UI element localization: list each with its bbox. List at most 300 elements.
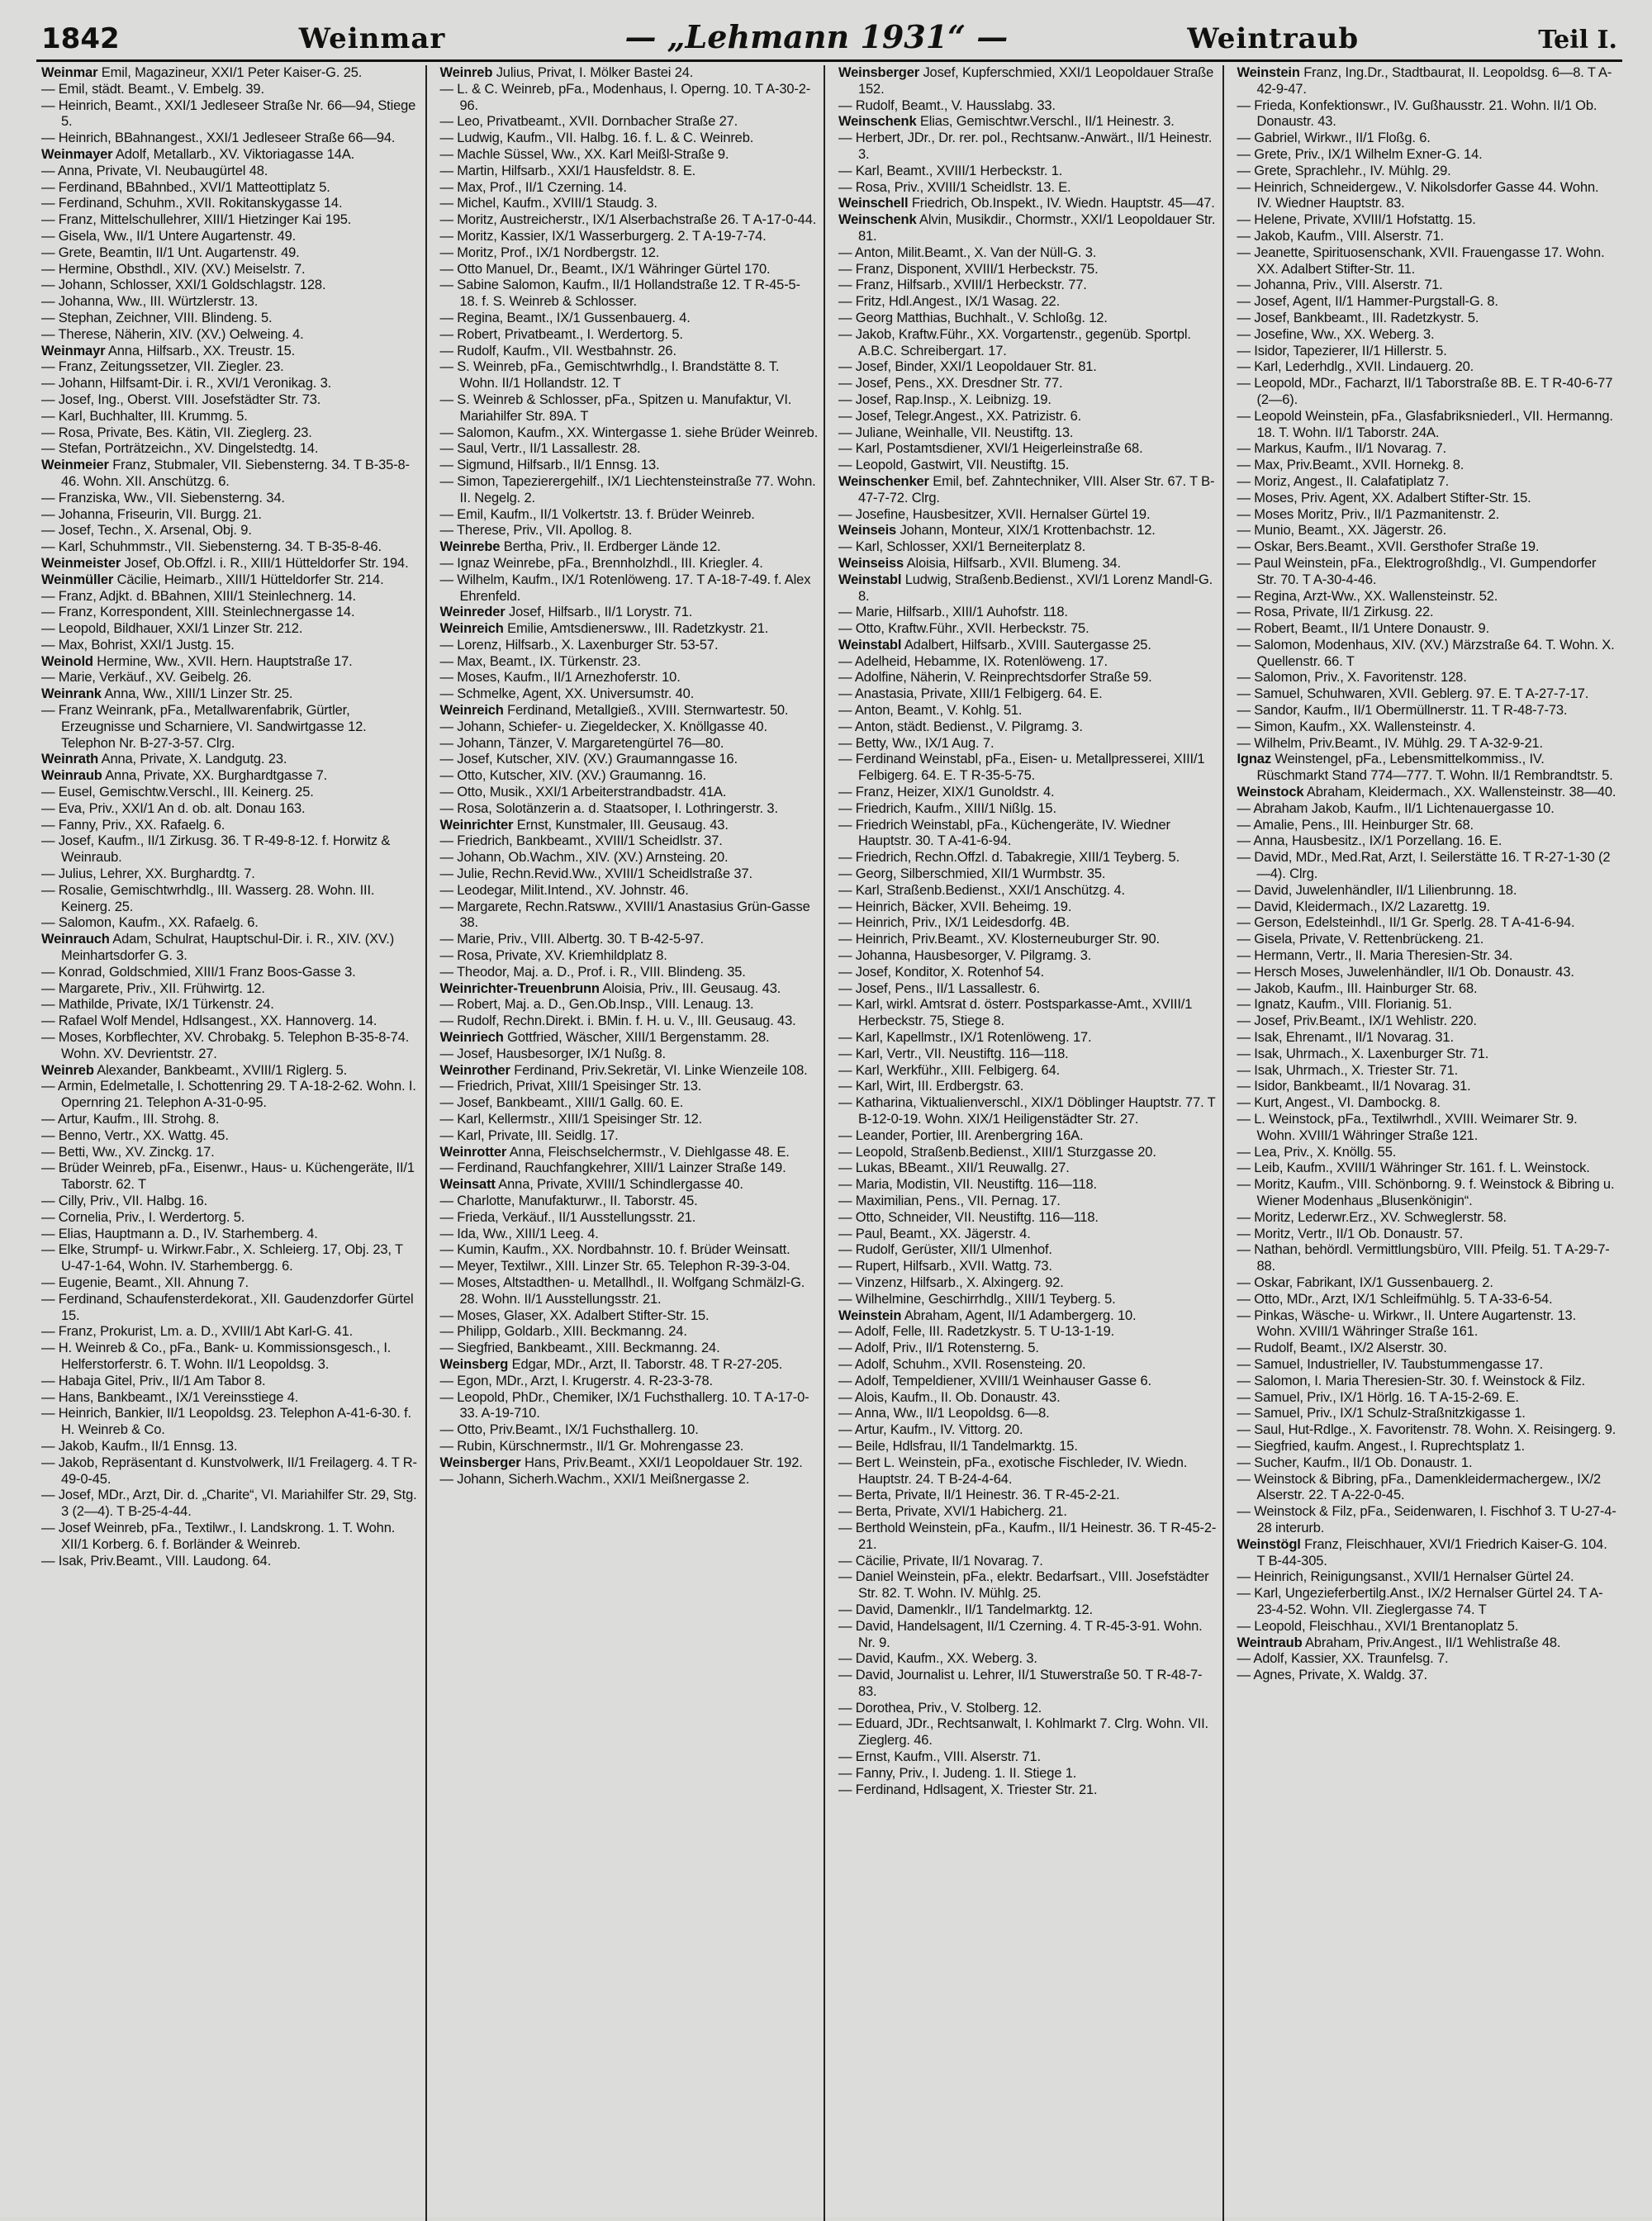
directory-entry (838, 114, 1218, 131)
entry-text: — Isidor, Tapezierer, II/1 Hillerstr. 5. (1237, 343, 1447, 358)
entry-text: — L. Weinstock, pFa., Textilwrhdl., XVIII. Weimarer Str. 9. Wohn. XVIII/1 Währinger Straße 121. (1237, 1112, 1578, 1143)
entry-text: — Samuel, Schuhwaren, XVII. Geblerg. 97. E. T A-27-7-17. (1237, 686, 1589, 702)
entry-text: — Leopold Weinstein, pFa., Glasfabriksniederl., VII. Hermanng. 18. T. Wohn. II/1 Taborstr. 24A. (1237, 408, 1613, 440)
directory-entry (440, 311, 819, 327)
directory-entry (41, 883, 420, 916)
directory-entry (440, 1063, 819, 1080)
directory-entry (41, 1013, 420, 1030)
directory-entry (838, 180, 1218, 197)
entry-text: — Ferdinand, Rauchfangkehrer, XIII/1 Lainzer Straße 149. (439, 1160, 786, 1176)
entry-text: — Karl, Buchhalter, III. Krummg. 5. (41, 408, 248, 424)
entry-text: — Saul, Vertr., II/1 Lassallestr. 28. (439, 441, 641, 457)
directory-entry (1237, 1177, 1618, 1210)
entry-text: — Hans, Bankbeamt., IX/1 Vereinsstiege 4. (41, 1389, 299, 1405)
entry-text: — Josef, Ing., Oberst. VIII. Josefstädter Str. 73. (41, 392, 321, 407)
entry-surname: Weinraub (41, 768, 102, 784)
directory-entry (41, 441, 420, 458)
entry-text: — Moritz, Vertr., II/1 Ob. Donaustr. 57. (1237, 1226, 1464, 1241)
entry-text: — Karl, Werkführ., XIII. Felbigerg. 64. (838, 1062, 1061, 1078)
entry-text: Friedrich, Ob.Inspekt., IV. Wiedn. Hauptstr. 45—47. (911, 196, 1215, 211)
entry-surname: Weinrauch (41, 932, 110, 947)
directory-entry (838, 621, 1218, 638)
entry-text: — Rudolf, Beamt., IX/2 Alserstr. 30. (1237, 1341, 1447, 1356)
directory-entry (440, 850, 819, 866)
directory-entry (838, 441, 1218, 458)
entry-text: — Karl, Vertr., VII. Neustiftg. 116—118. (838, 1046, 1069, 1061)
entry-text: — Michel, Kaufm., XVIII/1 Staudg. 3. (439, 196, 657, 211)
column-4 (1232, 65, 1623, 2221)
entry-text: — Josef, Rap.Insp., X. Leibnizg. 19. (838, 392, 1051, 407)
entry-text: — Fanny, Priv., XX. Rafaelg. 6. (41, 817, 225, 833)
entry-text: — Bert L. Weinstein, pFa., exotische Fischleder, IV. Wiedn. Hauptstr. 24. T B-24-4-64. (838, 1455, 1188, 1487)
entry-text: — Josefine, Ww., XX. Weberg. 3. (1237, 326, 1435, 342)
entry-text: — Sandor, Kaufm., II/1 Obermüllnerstr. 11. T R-48-7-73. (1237, 703, 1568, 719)
directory-entry (440, 1390, 819, 1423)
entry-text: — Anna, Ww., II/1 Leopoldsg. 6—8. (838, 1406, 1050, 1421)
entry-text: — Eduard, JDr., Rechtsanwalt, I. Kohlmarkt 7. Clrg. Wohn. VII. Zieglerg. 46. (838, 1716, 1208, 1749)
directory-entry (1237, 1455, 1618, 1472)
directory-entry (838, 736, 1218, 752)
entry-text: — Moriz, Angest., II. Calafatiplatz 7. (1237, 473, 1450, 489)
directory-entry (838, 1504, 1218, 1521)
part-label: Teil I. (1538, 26, 1617, 55)
entry-text: — Johanna, Friseurin, VII. Burgg. 21. (41, 506, 262, 522)
entry-text: — Otto Manuel, Dr., Beamt., IX/1 Währinger Gürtel 170. (439, 261, 771, 277)
directory-entry (838, 556, 1218, 572)
entry-text: Gottfried, Wäscher, XIII/1 Bergenstamm. 28. (507, 1030, 770, 1046)
entry-text: — Johann, Ob.Wachm., XIV. (XV.) Arnsteing. 20. (439, 850, 729, 866)
directory-entry (440, 458, 819, 474)
entry-text: Aloisia, Priv., III. Geusaug. 43. (602, 980, 781, 996)
entry-text: — Karl, Wirt, III. Erdbergstr. 63. (838, 1079, 1024, 1094)
directory-entry (838, 1095, 1218, 1128)
directory-title: — „Lehmann 1931“ — (624, 18, 1009, 55)
directory-entry (41, 638, 420, 654)
entry-surname: Weinseis (838, 523, 897, 539)
directory-entry (838, 1716, 1218, 1749)
directory-entry (440, 1030, 819, 1046)
directory-entry (41, 1210, 420, 1227)
directory-entry (838, 1488, 1218, 1504)
directory-entry (41, 1455, 420, 1488)
directory-entry (440, 1194, 819, 1210)
directory-entry (838, 294, 1218, 311)
entry-text: Anna, Hilfsarb., XX. Treustr. 15. (107, 343, 296, 358)
directory-entry (1237, 1357, 1618, 1374)
entry-text: — Isidor, Bankbeamt., II/1 Novarag. 31. (1237, 1079, 1471, 1094)
entry-text: Abraham, Priv.Angest., II/1 Wehlistraße 48. (1305, 1635, 1561, 1650)
entry-text: — Otto, Schneider, VII. Neustiftg. 116—118. (838, 1209, 1099, 1225)
entry-text: — Konrad, Goldschmied, XIII/1 Franz Boos-Gasse 3. (41, 964, 356, 980)
entry-text: Aloisia, Hilfsarb., XVII. Blumeng. 34. (906, 555, 1121, 571)
entry-text: — Adolf, Kassier, XX. Traunfelsg. 7. (1237, 1651, 1449, 1667)
directory-entry (1237, 638, 1618, 671)
directory-entry (1237, 1537, 1618, 1570)
entry-text: — Cornelia, Priv., I. Werdertorg. 5. (41, 1209, 245, 1225)
entry-text: — Marie, Verkäuf., XV. Geibelg. 26. (41, 670, 252, 686)
directory-entry (41, 262, 420, 278)
entry-text: — Karl, Private, III. Seidlg. 17. (439, 1127, 619, 1143)
directory-entry (1237, 556, 1618, 589)
entry-text: — Agnes, Private, X. Waldg. 37. (1237, 1668, 1427, 1683)
entry-text: — Leib, Kaufm., XVIII/1 Währinger Str. 161. f. L. Weinstock. (1237, 1160, 1590, 1176)
directory-entry (41, 1194, 420, 1210)
directory-entry (440, 997, 819, 1013)
entry-text: — Betty, Ww., IX/1 Aug. 7. (838, 735, 995, 751)
entry-text: — Gisela, Private, V. Rettenbrückeng. 21. (1237, 932, 1484, 947)
directory-entry (838, 654, 1218, 671)
entry-text: Josef, Kupferschmied, XXI/1 Leopoldauer Straße 152. (858, 65, 1214, 97)
directory-entry (1237, 164, 1618, 180)
entry-text: — Rudolf, Kaufm., VII. Westbahnstr. 26. (439, 343, 676, 358)
entry-text: — Stephan, Zeichner, VIII. Blindeng. 5. (41, 310, 273, 325)
entry-text: — Heinrich, Bankier, II/1 Leopoldsg. 23. Telephon A-41-6-30. f. H. Weinreb & Co. (41, 1406, 411, 1438)
directory-entry (41, 1145, 420, 1161)
entry-text: — Dorothea, Priv., V. Stolberg. 12. (838, 1700, 1042, 1716)
entry-surname: Weinsberg (439, 1356, 509, 1372)
entry-text: — Franz, Adjkt. d. BBahnen, XIII/1 Steinlechnerg. 14. (41, 588, 356, 604)
entry-text: — Armin, Edelmetalle, I. Schottenring 29. T A-18-2-62. Wohn. I. Opernring 21. Telephon A-31-0-95. (41, 1079, 416, 1111)
entry-text: — Anton, Milit.Beamt., X. Van der Nüll-G. 3. (838, 244, 1097, 260)
entry-text: — Leopold, PhDr., Chemiker, IX/1 Fuchsthallerg. 10. T A-17-0-33. A-19-710. (439, 1389, 809, 1421)
directory-entry (1237, 589, 1618, 605)
directory-entry (440, 785, 819, 801)
entry-text: — Moses, Kaufm., II/1 Arnezhoferstr. 10. (439, 670, 681, 686)
entry-text: — Therese, Näherin, XIV. (XV.) Oelweing. 4. (41, 326, 304, 342)
entry-text: — H. Weinreb & Co., pFa., Bank- u. Kommissionsgesch., I. Helferstorferstr. 6. T. Wohn. II/1 Leopoldsg. 3. (41, 1341, 392, 1372)
entry-surname: Weinstabl (838, 572, 902, 587)
entry-text: — Karl, Schuhmmstr., VII. Siebensterng. 34. T B-35-8-46. (41, 539, 382, 555)
entry-text: — Leopold, Straßenb.Bedienst., XIII/1 Sturzgasse 20. (838, 1144, 1156, 1160)
directory-entry (440, 147, 819, 164)
directory-entry (1237, 1079, 1618, 1095)
directory-entry (838, 703, 1218, 719)
directory-entry (440, 327, 819, 344)
left-running-head: Weinmar (298, 22, 446, 55)
directory-entry (838, 65, 1218, 98)
directory-entry (440, 1160, 819, 1177)
entry-text: — Simon, Tapezierergehilf., IX/1 Liechtensteinstraße 77. Wohn. II. Negelg. 2. (439, 473, 816, 505)
directory-entry (440, 621, 819, 638)
entry-surname: Weinreich (439, 621, 504, 637)
directory-entry (838, 1145, 1218, 1161)
directory-entry (838, 1422, 1218, 1439)
column-1 (36, 65, 427, 2221)
entry-surname: Weinsatt (439, 1177, 496, 1193)
directory-entry (41, 425, 420, 442)
directory-entry (440, 1275, 819, 1308)
entry-surname: Weinrichter (439, 817, 514, 833)
directory-entry (1237, 883, 1618, 899)
entry-text: — Otto, Priv.Beamt., IX/1 Fuchsthallerg. 10. (439, 1422, 699, 1438)
entry-text: — Franz, Zeitungssetzer, VII. Ziegler. 23. (41, 359, 284, 375)
directory-entry (1237, 785, 1618, 801)
directory-entry (838, 719, 1218, 736)
entry-surname: Weinrichter-Treuenbrunn (439, 980, 600, 996)
directory-entry (838, 1390, 1218, 1407)
directory-entry (440, 65, 819, 82)
entry-text: — David, Damenklr., II/1 Tandelmarktg. 12. (838, 1602, 1093, 1617)
entry-text: — Habaja Gitel, Priv., II/1 Am Tabor 8. (41, 1373, 266, 1388)
entry-text: — Rosa, Private, Bes. Kätin, VII. Zieglerg. 23. (41, 425, 312, 440)
entry-text: — Josef, MDr., Arzt, Dir. d. „Charite“, VI. Mariahilfer Str. 29, Stg. 3 (2—4). T B-25-4-44. (41, 1488, 417, 1520)
directory-entry (41, 311, 420, 327)
directory-entry (838, 997, 1218, 1030)
entry-text: — Jakob, Kraftw.Führ., XX. Vorgartenstr., gegenüb. Sportpl. A.B.C. Schreibergart. 17. (838, 326, 1191, 358)
directory-entry (838, 1374, 1218, 1390)
directory-entry (838, 1275, 1218, 1292)
entry-text: — Sucher, Kaufm., II/1 Ob. Donaustr. 1. (1237, 1455, 1473, 1470)
entry-text: — Julie, Rechn.Revid.Ww., XVIII/1 Scheidlstraße 37. (439, 866, 752, 882)
entry-text: — Moritz, Austreicherstr., IX/1 Alserbachstraße 26. T A-17-0-44. (439, 212, 817, 228)
entry-text: — Ernst, Kaufm., VIII. Alserstr. 71. (838, 1749, 1041, 1765)
entry-text: — Anton, Beamt., V. Kohlg. 51. (838, 703, 1023, 719)
directory-entry (838, 1554, 1218, 1570)
entry-text: — Ida, Ww., XIII/1 Leeg. 4. (439, 1226, 599, 1241)
directory-entry (1237, 1635, 1618, 1652)
entry-text: — Wilhelm, Kaufm., IX/1 Rotenlöweng. 17. T A-18-7-49. f. Alex Ehrenfeld. (439, 572, 811, 604)
entry-text: — Heinrich, Priv.Beamt., XV. Klosterneuburger Str. 90. (838, 932, 1160, 947)
directory-entry (41, 801, 420, 818)
entry-surname: Weinreb (41, 1062, 94, 1078)
entry-text: — Salomon, I. Maria Theresien-Str. 30. f. Weinstock & Filz. (1237, 1373, 1586, 1388)
directory-entry (1237, 1292, 1618, 1308)
directory-entry (838, 311, 1218, 327)
entry-surname: Weinschenker (838, 473, 929, 489)
entry-surname: Weinmayr (41, 343, 106, 358)
directory-entry (1237, 1504, 1618, 1537)
entry-text: — Leopold, Bildhauer, XXI/1 Linzer Str. 212. (41, 621, 303, 637)
entry-text: — Anton, städt. Bedienst., V. Pilgramg. 3. (838, 719, 1083, 734)
directory-entry (440, 1210, 819, 1227)
directory-entry (440, 686, 819, 703)
directory-entry (838, 1227, 1218, 1243)
entry-surname: Weintraub (1237, 1635, 1303, 1650)
column-2 (435, 65, 826, 2221)
entry-text: — Johanna, Ww., III. Würtzlerstr. 13. (41, 294, 259, 310)
directory-entry (1237, 98, 1618, 131)
entry-surname: Weinrath (41, 752, 99, 767)
entry-text: — Jakob, Kaufm., II/1 Ennsg. 13. (41, 1438, 238, 1454)
entry-text: — Regina, Arzt-Ww., XX. Wallensteinstr. 52. (1237, 588, 1498, 604)
entry-text: — David, Handelsagent, II/1 Czerning. 4. T R-45-3-91. Wohn. Nr. 9. (838, 1618, 1203, 1650)
directory-entry (41, 294, 420, 311)
entry-text: — Jakob, Kaufm., III. Hainburger Str. 68. (1237, 980, 1478, 996)
entry-surname: Weinreder (439, 605, 506, 620)
entry-text: — Vinzenz, Hilfsarb., X. Alxingerg. 92. (838, 1274, 1064, 1290)
entry-text: Ferdinand, Priv.Sekretär, VI. Linke Wienzeile 108. (514, 1062, 808, 1078)
entry-text: — Franz, Hilfsarb., XVIII/1 Herbeckstr. 77. (838, 278, 1087, 293)
entry-text: — Berta, Private, XVI/1 Habicherg. 21. (838, 1504, 1067, 1520)
directory-entry (41, 1242, 420, 1275)
entry-text: Edgar, MDr., Arzt, II. Taborstr. 48. T R-27-205. (511, 1356, 783, 1372)
directory-entry (838, 409, 1218, 425)
entry-text: — Simon, Kaufm., XX. Wallensteinstr. 4. (1237, 719, 1476, 734)
directory-entry (1237, 801, 1618, 818)
directory-entry (838, 801, 1218, 818)
directory-entry (440, 1145, 819, 1161)
directory-entry (440, 1177, 819, 1194)
directory-entry (1237, 703, 1618, 719)
directory-entry (440, 507, 819, 524)
entry-text: — Kurt, Angest., VI. Dambockg. 8. (1237, 1095, 1441, 1111)
entry-text: — Moritz, Prof., IX/1 Nordbergstr. 12. (439, 244, 660, 260)
entry-text: — Katharina, Viktualienverschl., XIX/1 Döblinger Hauptstr. 77. T B-12-0-19. Wohn. XIX/1 Heiligenstädter Str. 27. (838, 1095, 1216, 1127)
directory-entry (41, 686, 420, 703)
entry-text: — Franz Weinrank, pFa., Metallwarenfabrik, Gürtler, Erzeugnisse und Scharniere, VI. Sandwirtgasse 12. Telephon Nr. B-27-3-57. Clrg. (41, 703, 367, 751)
entry-text: Emil, Magazineur, XXI/1 Peter Kaiser-G. 25. (101, 65, 363, 80)
directory-entry (1237, 1586, 1618, 1619)
directory-entry (440, 883, 819, 899)
directory-entry (1237, 981, 1618, 998)
directory-entry (1237, 507, 1618, 524)
directory-entry (1237, 1406, 1618, 1422)
entry-text: — Adolf, Schuhm., XVII. Rosensteing. 20. (838, 1356, 1086, 1372)
entry-text: Anna, Private, XVIII/1 Schindlergasse 40. (498, 1177, 743, 1193)
directory-entry (838, 1242, 1218, 1259)
directory-entry (440, 801, 819, 818)
directory-entry (440, 114, 819, 131)
entry-text: — Moritz, Kassier, IX/1 Wasserburgerg. 2. T A-19-7-74. (439, 228, 767, 244)
directory-entry (440, 245, 819, 262)
entry-text: — Daniel Weinstein, pFa., elektr. Bedarfsart., VIII. Josefstädter Str. 82. T. Wohn. IV. Mühlg. 25. (838, 1569, 1209, 1602)
entry-text: — Josef, Hausbesorger, IX/1 Nußg. 8. (439, 1046, 666, 1061)
entry-text: — Elias, Hauptmann a. D., IV. Starhemberg. 4. (41, 1226, 318, 1241)
entry-text: — Adolf, Priv., II/1 Rotensterng. 5. (838, 1341, 1039, 1356)
entry-text: — Adelheid, Hebamme, IX. Rotenlöweng. 17. (838, 653, 1108, 669)
entry-text: — Heinrich, Priv., IX/1 Leidesdorfg. 4B. (838, 915, 1070, 931)
entry-text: Anna, Private, XX. Burghardtgasse 7. (105, 768, 328, 784)
directory-entry (41, 572, 420, 589)
entry-text: — S. Weinreb, pFa., Gemischtwrhdlg., I. Brandstätte 8. T. Wohn. II/1 Hollandstr. 12. T (439, 359, 780, 392)
directory-entry (41, 621, 420, 638)
entry-text: — Salomon, Modenhaus, XIV. (XV.) Märzstraße 64. T. Wohn. X. Quellenstr. 66. T (1237, 637, 1615, 669)
entry-text: — Johann, Schiefer- u. Ziegeldecker, X. Knöllgasse 40. (439, 719, 767, 734)
directory-entry (1237, 1030, 1618, 1046)
directory-entry (1237, 1668, 1618, 1684)
directory-entry (838, 1177, 1218, 1194)
directory-entry (1237, 850, 1618, 883)
directory-entry (838, 818, 1218, 851)
entry-text: — Leander, Portier, III. Arenbergring 16A. (838, 1127, 1084, 1143)
directory-entry (41, 65, 420, 82)
directory-entry (1237, 1422, 1618, 1439)
entry-text: — Samuel, Industrieller, IV. Taubstummengasse 17. (1237, 1356, 1544, 1372)
directory-entry (838, 1259, 1218, 1275)
directory-entry (1237, 997, 1618, 1013)
entry-text: Hans, Priv.Beamt., XXI/1 Leopoldauer Str. 192. (524, 1455, 803, 1470)
directory-entry (838, 850, 1218, 866)
directory-entry (41, 131, 420, 147)
directory-entry (1237, 1013, 1618, 1030)
directory-entry (838, 376, 1218, 392)
entry-text: Franz, Stubmaler, VII. Siebensterng. 34. T B-35-8-46. Wohn. XII. Anschützg. 6. (61, 458, 410, 489)
entry-surname: Weinsberger (838, 65, 919, 80)
directory-entry (1237, 359, 1618, 376)
directory-entry (838, 474, 1218, 507)
directory-entry (1237, 131, 1618, 147)
column-3 (833, 65, 1224, 2221)
entry-text: — Franz, Disponent, XVIII/1 Herbeckstr. 75. (838, 261, 1099, 277)
directory-entry (41, 1292, 420, 1325)
entry-text: — Eusel, Gemischtw.Verschl., III. Keinerg. 25. (41, 785, 314, 800)
entry-text: Josef, Hilfsarb., II/1 Lorystr. 71. (508, 605, 693, 620)
directory-entry (1237, 491, 1618, 507)
entry-text: Abraham, Agent, II/1 Adambergerg. 10. (904, 1307, 1137, 1323)
entry-text: — Heinrich, BBahnangest., XXI/1 Jedleseer Straße 66—94. (41, 131, 396, 146)
directory-entry (838, 1521, 1218, 1554)
directory-entry (440, 1324, 819, 1341)
entry-text: — Gerson, Edelsteinhdl., II/1 Gr. Sperlg. 28. T A-41-6-94. (1237, 915, 1575, 931)
directory-entry (440, 833, 819, 850)
entry-text: — Beile, Hdlsfrau, II/1 Tandelmarktg. 15. (838, 1438, 1078, 1454)
directory-entry (1237, 1390, 1618, 1407)
entry-text: — David, Kaufm., XX. Weberg. 3. (838, 1651, 1037, 1667)
directory-entry (838, 507, 1218, 524)
directory-entry (838, 1079, 1218, 1095)
entry-text: — Rudolf, Gerüster, XII/1 Ulmenhof. (838, 1242, 1052, 1258)
entry-text: — Moses, Altstadthen- u. Metallhdl., II. Wolfgang Schmälzl-G. 28. Wohn. II/1 Ausstellungsstr. 21. (439, 1274, 805, 1307)
entry-text: — Samuel, Priv., IX/1 Hörlg. 16. T A-15-2-69. E. (1237, 1389, 1519, 1405)
directory-entry (41, 1227, 420, 1243)
directory-entry (838, 605, 1218, 621)
entry-text: — Cilly, Priv., VII. Halbg. 16. (41, 1193, 208, 1208)
entry-text: — Isak, Ehrenamt., II/1 Novarag. 31. (1237, 1030, 1454, 1046)
entry-text: — Robert, Maj. a. D., Gen.Ob.Insp., VIII. Lenaug. 13. (439, 997, 754, 1013)
directory-entry (440, 1455, 819, 1472)
directory-entry (838, 1160, 1218, 1177)
entry-text: — Karl, Postamtsdiener, XVI/1 Heigerleinstraße 68. (838, 441, 1143, 457)
directory-entry (41, 1275, 420, 1292)
directory-entry (838, 785, 1218, 801)
entry-text: Weinstengel, pFa., Lebensmittelkommiss., IV. Rüschmarkt Stand 774—777. T. Wohn. II/1 Rembrandtstr. 5. (1256, 752, 1613, 784)
entry-text: — Schmelke, Agent, XX. Universumstr. 40. (439, 686, 695, 702)
entry-text: — Machle Süssel, Ww., XX. Karl Meißl-Straße 9. (439, 146, 729, 162)
directory-entry (41, 1324, 420, 1341)
entry-text: — Grete, Beamtin, II/1 Unt. Augartenstr. 49. (41, 244, 300, 260)
entry-surname: Weinmeister (41, 555, 121, 571)
entry-text: — Franz, Prokurist, Lm. a. D., XVIII/1 Abt Karl-G. 41. (41, 1324, 354, 1340)
entry-text: — Charlotte, Manufakturwr., II. Taborstr. 45. (439, 1193, 698, 1208)
directory-entry (838, 1651, 1218, 1668)
entry-surname: Weinseiss (838, 555, 904, 571)
entry-text: — Karl, Schlosser, XXI/1 Berneiterplatz 8. (838, 539, 1086, 555)
directory-entry (838, 1668, 1218, 1701)
directory-entry (41, 654, 420, 671)
entry-text: — Hersch Moses, Juwelenhändler, II/1 Ob. Donaustr. 43. (1237, 964, 1574, 980)
directory-entry (1237, 1063, 1618, 1080)
entry-text: — Elke, Strumpf- u. Wirkwr.Fabr., X. Schleierg. 17, Obj. 23, T U-47-1-64, Wohn. IV. Starhembergg. 6. (41, 1242, 403, 1274)
entry-text: — Sabine Salomon, Kaufm., II/1 Hollandstraße 12. T R-45-5-18. f. S. Weinreb & Schlosser. (439, 278, 800, 310)
entry-text: — Rudolf, Beamt., V. Hausslabg. 33. (838, 97, 1056, 113)
directory-entry (1237, 1112, 1618, 1145)
entry-text: — Rubin, Kürschnermstr., II/1 Gr. Mohrengasse 23. (439, 1438, 744, 1454)
entry-text: — Franz, Heizer, XIX/1 Gunoldstr. 4. (838, 785, 1055, 800)
directory-entry (838, 425, 1218, 442)
directory-entry (1237, 948, 1618, 965)
directory-entry (41, 768, 420, 785)
directory-entry (41, 82, 420, 98)
entry-text: Alexander, Bankbeamt., XVIII/1 Riglerg. 5. (97, 1062, 348, 1078)
directory-entry (1237, 1341, 1618, 1357)
entry-text: — Rosalie, Gemischtwrhdlg., III. Wasserg. 28. Wohn. III. Keinerg. 25. (41, 882, 375, 914)
directory-entry (440, 932, 819, 948)
entry-text: Emil, bef. Zahntechniker, VIII. Alser Str. 67. T B-47-7-72. Clrg. (858, 473, 1215, 505)
directory-entry (440, 736, 819, 752)
directory-entry (838, 262, 1218, 278)
page-number: 1842 (41, 22, 120, 55)
entry-text: — Julius, Lehrer, XX. Burghardtg. 7. (41, 866, 255, 882)
